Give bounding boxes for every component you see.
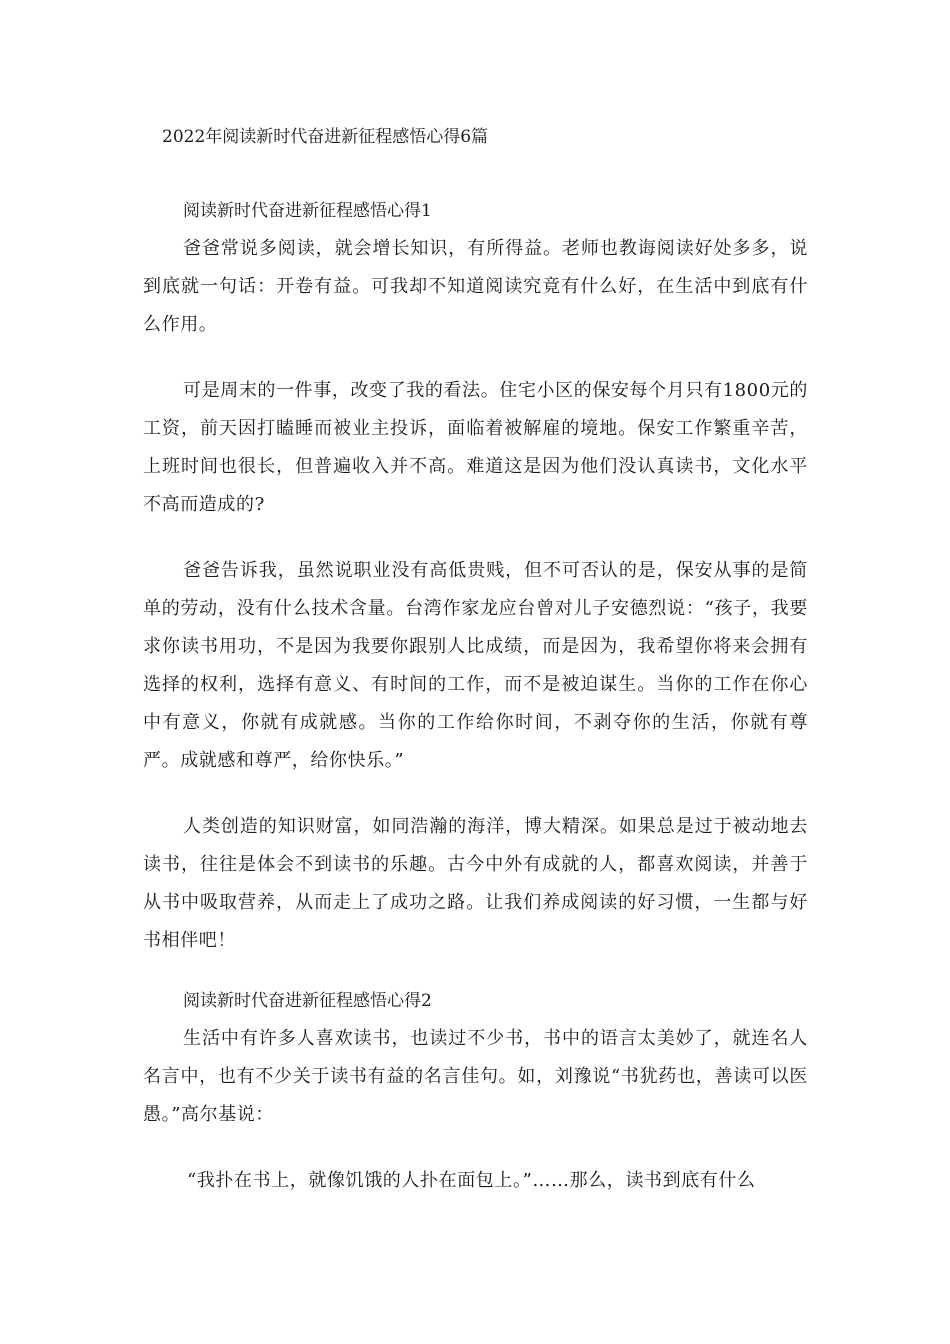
section-heading: 阅读新时代奋进新征程感悟心得2 <box>183 991 432 1011</box>
paragraph: 可是周末的一件事，改变了我的看法。住宅小区的保安每个月只有1800元的工资，前天因打瞌睡而被业主投诉，面临着被解雇的境地。保安工作繁重辛苦，上班时间也很长，但普遍收入并不高。难道这是因为他们没认真读书，文化水平不高而造成的? <box>143 380 808 515</box>
paragraph: 生活中有许多人喜欢读书，也读过不少书，书中的语言太美妙了，就连名人名言中，也有不少关于读书有益的名言佳句。如，刘豫说“书犹药也，善读可以医愚。”高尔基说： <box>143 1028 808 1125</box>
section-heading: 阅读新时代奋进新征程感悟心得1 <box>183 201 432 221</box>
paragraph: “我扑在书上，就像饥饿的人扑在面包上。”……那么，读书到底有什么 <box>187 1170 756 1191</box>
paragraph: 爸爸常说多阅读，就会增长知识，有所得益。老师也教诲阅读好处多多，说到底就一句话：开卷有益。可我却不知道阅读究竟有什么好，在生活中到底有什么作用。 <box>143 238 808 335</box>
paragraph: 人类创造的知识财富，如同浩瀚的海洋，博大精深。如果总是过于被动地去读书，往往是体会不到读书的乐趣。古今中外有成就的人，都喜欢阅读，并善于从书中吸取营养，从而走上了成功之路。让我们养成阅读的好习惯，一生都与好书相伴吧！ <box>143 816 808 951</box>
document-title: 2022年阅读新时代奋进新征程感悟心得6篇 <box>162 127 489 147</box>
document-body <box>143 198 808 1200</box>
paragraph: 爸爸告诉我，虽然说职业没有高低贵贱，但不可否认的是，保安从事的是简单的劳动，没有什么技术含量。台湾作家龙应台曾对儿子安德烈说：“孩子，我要求你读书用功，不是因为我要你跟别人比成绩，而是因为，我希望你将来会拥有选择的权利，选择有意义、有时间的工作，而不是被迫谋生。当你的工作在你心中有意义，你就有成就感。当你的工作给你时间，不剥夺你的生活，你就有尊严。成就感和尊严，给你快乐。” <box>143 560 808 771</box>
